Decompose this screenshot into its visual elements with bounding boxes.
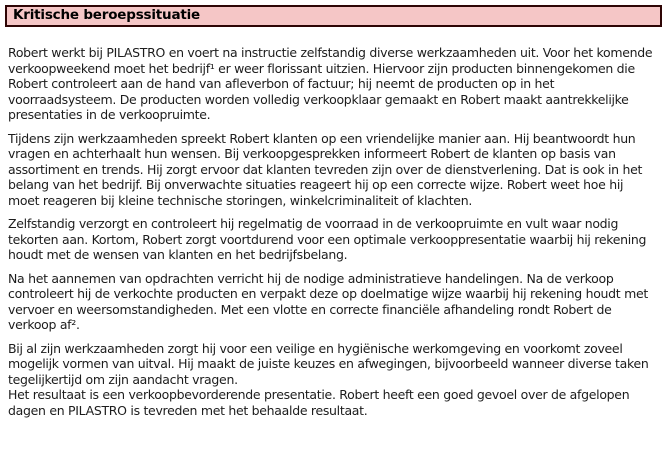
section-header	[5, 5, 662, 27]
document-body	[8, 45, 658, 418]
paragraph-safety: Bij al zijn werkzaamheden zorgt hij voor een veilige en hygiënische werkomgeving en voorkomt zoveel mogelijk vormen van uitval. Hij maakt de juiste keuzes en afwegingen, bijvoorbeeld wanneer diverse taken tegelijkertijd om zijn aandacht vragen.	[8, 340, 649, 387]
paragraph-stock: Zelfstandig verzorgt en controleert hij regelmatig de voorraad in de verkoopruimte en vult waar nodig tekorten aan. Kortom, Robert zorgt voortdurend voor een optimale verkooppresentatie waarbij hij rekening houdt met de wensen van klanten en het bedrijfsbelang.	[8, 216, 647, 262]
paragraph-administration: Na het aannemen van opdrachten verricht hij de nodige administratieve handelingen. Na de verkoop controleert hij de verkochte producten en verpakt deze op doelmatige wijze waarbij hij rekening houdt met vervoer en weersomstandigheden. Met een vlotte en correcte financiële afhandeling rondt Robert de verkoop af².	[8, 270, 648, 332]
paragraph-intro: Robert werkt bij PILASTRO en voert na instructie zelfstandig diverse werkzaamheden uit. Voor het komende verkoopweekend moet het bedrijf¹ er weer florissant uitzien. Hiervoor zijn producten binnengekomen die Robert controleert aan de hand van afleverbon of factuur; hij neemt de producten op in het voorraadsysteem. De producten worden volledig verkoopklaar gemaakt en Robert maakt aantrekkelijke presentaties in de verkoopruimte.	[8, 45, 653, 122]
paragraph-result: Het resultaat is een verkoopbevorderende presentatie. Robert heeft een goed gevoel over de afgelopen dagen en PILASTRO is tevreden met het behaalde resultaat.	[8, 387, 630, 418]
paragraph-customer-contact: Tijdens zijn werkzaamheden spreekt Robert klanten op een vriendelijke manier aan. Hij beantwoordt hun vragen en achterhaalt hun wensen. Bij verkoopgesprekken informeert Robert de klanten op basis van assortiment en trends. Hij zorgt ervoor dat klanten tevreden zijn over de dienstverlening. Dat is ook in het belang van het bedrijf. Bij onverwachte situaties reageert hij op een correcte wijze. Robert weet hoe hij moet reageren bij kleine technische storingen, winkelcriminaliteit of klachten.	[8, 130, 643, 208]
section-title: Kritische beroepssituatie	[13, 7, 201, 23]
